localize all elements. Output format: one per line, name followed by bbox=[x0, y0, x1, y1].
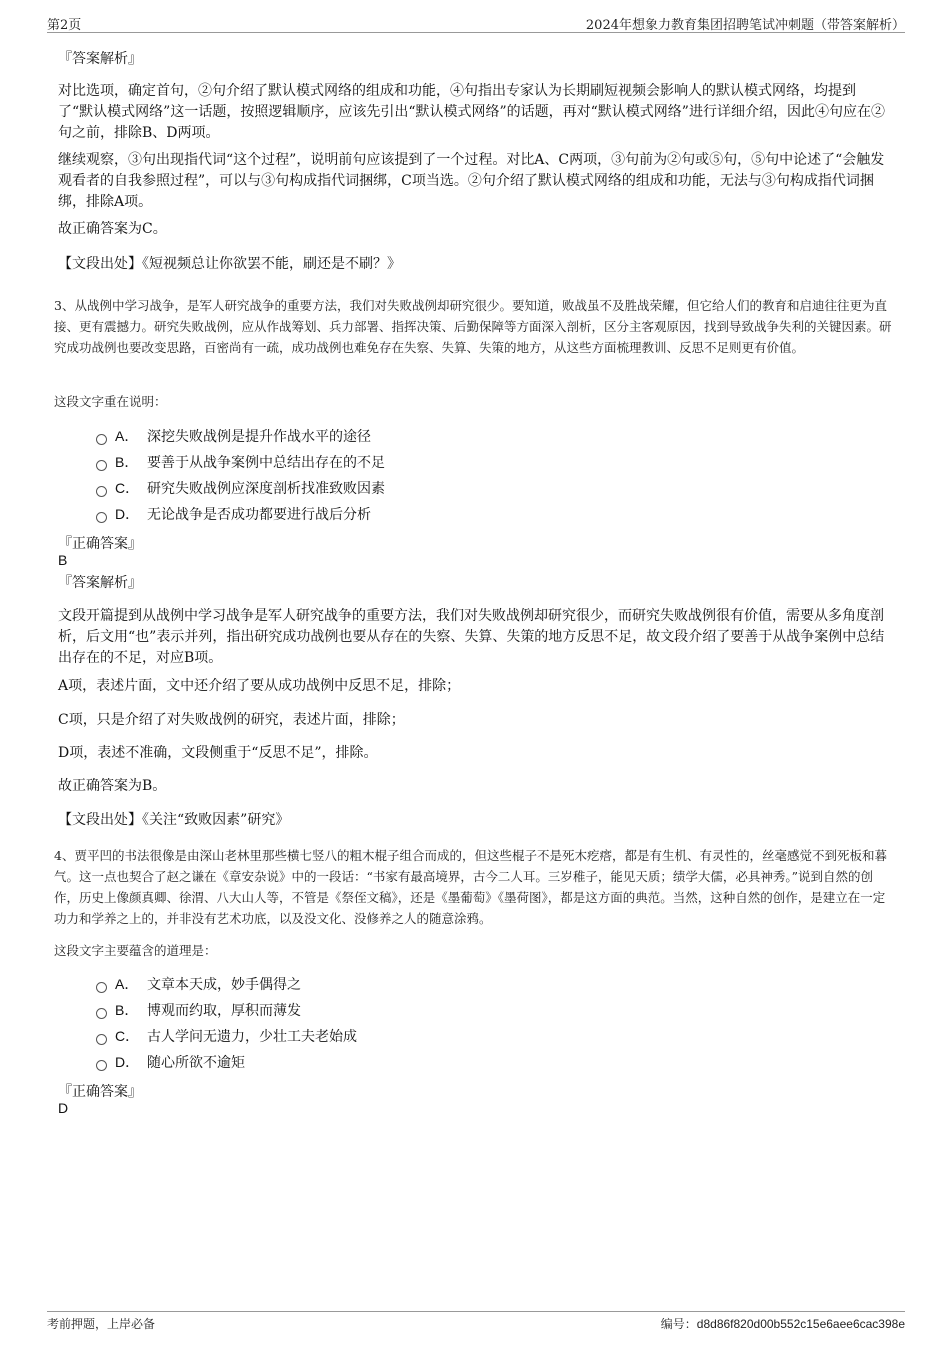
option-letter: C． bbox=[115, 1028, 140, 1044]
option-text: 深挖失败战例是提升作战水平的途径 bbox=[147, 429, 371, 445]
analysis-label: 『答案解析』 bbox=[58, 51, 142, 67]
analysis-paragraph: C项，只是介绍了对失败战例的研究，表述片面，排除； bbox=[58, 712, 405, 728]
question-3-prompt: 这段文字重在说明： bbox=[54, 394, 167, 409]
page-number: 第2页 bbox=[47, 18, 82, 33]
radio-icon[interactable] bbox=[96, 460, 107, 471]
option-text: 无论战争是否成功都要进行战后分析 bbox=[147, 507, 371, 523]
footer-slogan: 考前押题，上岸必备 bbox=[47, 1317, 156, 1331]
option-text: 博观而约取，厚积而薄发 bbox=[147, 1003, 301, 1019]
page-footer bbox=[47, 1311, 905, 1336]
analysis-paragraph: D项，表述不准确，文段侧重于“反思不足”，排除。 bbox=[58, 745, 378, 761]
option-letter: D． bbox=[115, 1054, 140, 1070]
source-citation: 【文段出处】《关注“致败因素”研究》 bbox=[58, 812, 290, 828]
option-a[interactable] bbox=[96, 974, 301, 994]
option-d[interactable] bbox=[96, 504, 371, 524]
radio-icon[interactable] bbox=[96, 1060, 107, 1071]
correct-answer: B bbox=[58, 552, 68, 568]
document-title: 2024年想象力教育集团招聘笔试冲刺题（带答案解析） bbox=[585, 18, 905, 33]
radio-icon[interactable] bbox=[96, 1008, 107, 1019]
answer-label: 『正确答案』 bbox=[58, 1084, 142, 1100]
analysis-paragraph: 故正确答案为C。 bbox=[58, 221, 167, 237]
option-text: 古人学问无遗力，少壮工夫老始成 bbox=[147, 1029, 357, 1045]
option-b[interactable] bbox=[96, 1000, 301, 1020]
source-citation: 【文段出处】《短视频总让你欲罢不能，刷还是不刷？》 bbox=[58, 256, 401, 272]
option-letter: C． bbox=[115, 480, 140, 496]
page-header bbox=[47, 12, 905, 33]
question-4-prompt: 这段文字主要蕴含的道理是： bbox=[54, 943, 217, 958]
option-letter: D． bbox=[115, 506, 140, 522]
option-c[interactable] bbox=[96, 478, 385, 498]
option-text: 随心所欲不逾矩 bbox=[147, 1055, 245, 1071]
option-b[interactable] bbox=[96, 452, 385, 472]
option-d[interactable] bbox=[96, 1052, 245, 1072]
document-id: 编号：d8d86f820d00b552c15e6aee6cac398e bbox=[660, 1317, 905, 1331]
analysis-paragraph: 继续观察，③句出现指代词“这个过程”，说明前句应该提到了一个过程。对比A、C两项，③句前为②句或⑤句，⑤句中论述了“会触发观看者的自我参照过程”，可以与③句构成指代词捆绑，C项当选。②句介绍了默认模式网络的组成和功能，无法与③句构成指代词捆绑，排除A项。 bbox=[58, 152, 885, 210]
analysis-paragraph: 文段开篇提到从战例中学习战争是军人研究战争的重要方法，我们对失败战例却研究很少，而研究失败战例很有价值，需要从多角度剖析，后文用“也”表示并列，指出研究成功战例也要从存在的失察、失算、失策的地方反思不足，故文段介绍了要善于从战争案例中总结出存在的不足，对应B项。 bbox=[58, 608, 885, 666]
option-letter: A． bbox=[115, 428, 139, 444]
option-text: 文章本天成，妙手偶得之 bbox=[147, 977, 301, 993]
option-a[interactable] bbox=[96, 426, 371, 446]
option-text: 研究失败战例应深度剖析找准致败因素 bbox=[147, 481, 385, 497]
radio-icon[interactable] bbox=[96, 1034, 107, 1045]
question-3-text: 3、从战例中学习战争，是军人研究战争的重要方法，我们对失败战例却研究很少。要知道，败战虽不及胜战荣耀，但它给人们的教育和启迪往往更为直接、更有震撼力。研究失败战例，应从作战筹划、兵力部署、指挥决策、后勤保障等方面深入剖析，区分主客观原因，找到导致战争失利的关键因素。研究成功战例也要改变思路，百密尚有一疏，成功战例也难免存在失察、失算、失策的地方，从这些方面梳理教训、反思不足则更有价值。 bbox=[54, 298, 892, 355]
option-c[interactable] bbox=[96, 1026, 357, 1046]
analysis-paragraph: 对比选项，确定首句，②句介绍了默认模式网络的组成和功能，④句指出专家认为长期刷短视频会影响人的默认模式网络，均提到了“默认模式网络”这一话题，按照逻辑顺序，应该先引出“默认模式网络”的话题，再对“默认模式网络”进行详细介绍，因此④句应在②句之前，排除B、D两项。 bbox=[58, 83, 885, 141]
option-letter: B． bbox=[115, 454, 139, 470]
radio-icon[interactable] bbox=[96, 434, 107, 445]
correct-answer: D bbox=[58, 1100, 69, 1116]
analysis-paragraph: 故正确答案为B。 bbox=[58, 778, 167, 794]
analysis-label: 『答案解析』 bbox=[58, 575, 142, 591]
radio-icon[interactable] bbox=[96, 982, 107, 993]
option-letter: B． bbox=[115, 1002, 139, 1018]
option-text: 要善于从战争案例中总结出存在的不足 bbox=[147, 455, 385, 471]
radio-icon[interactable] bbox=[96, 512, 107, 523]
question-4-text: 4、贾平凹的书法很像是由深山老林里那些横七竖八的粗木棍子组合而成的，但这些棍子不是死木疙瘩，都是有生机、有灵性的，丝毫感觉不到死板和暮气。这一点也契合了赵之谦在《章安杂说》中的一段话：“书家有最高境界，古今二人耳。三岁稚子，能见天质；绩学大儒，必具神秀。”说到自然的创作，历史上像颜真卿、徐渭、八大山人等，不管是《祭侄文稿》，还是《墨葡萄》《墨荷图》，都是这方面的典范。当然，这种自然的创作，是建立在一定功力和学养之上的，并非没有艺术功底，以及没文化、没修养之人的随意涂鸦。 bbox=[54, 848, 887, 926]
analysis-paragraph: A项，表述片面，文中还介绍了要从成功战例中反思不足，排除； bbox=[58, 678, 461, 694]
answer-label: 『正确答案』 bbox=[58, 536, 142, 552]
option-letter: A． bbox=[115, 976, 139, 992]
radio-icon[interactable] bbox=[96, 486, 107, 497]
